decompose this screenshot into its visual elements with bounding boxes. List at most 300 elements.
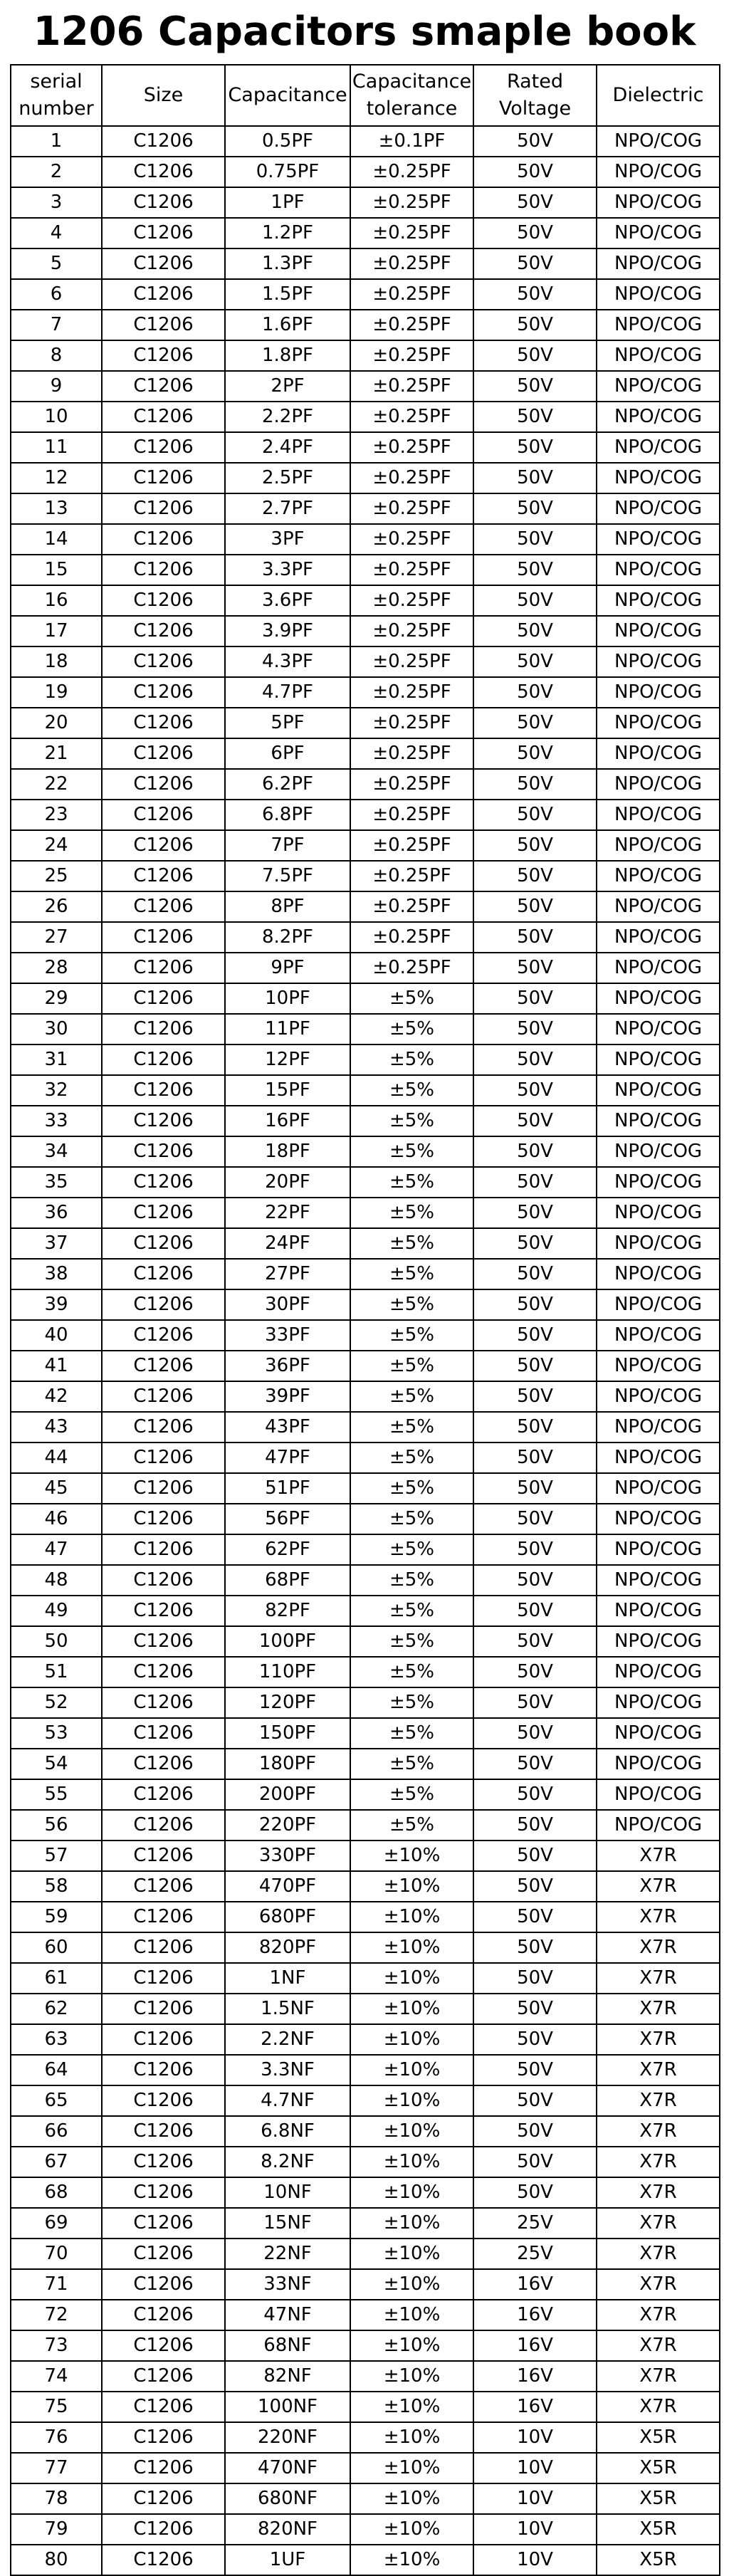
dielectric-cell: X7R	[597, 2330, 720, 2361]
rated-voltage-cell: 50V	[473, 1902, 597, 1932]
tolerance-cell: ±0.25PF	[350, 432, 473, 463]
serial-number-cell: 73	[11, 2330, 102, 2361]
dielectric-cell: NPO/COG	[597, 1228, 720, 1259]
capacitance-cell: 4.7NF	[225, 2085, 350, 2116]
rated-voltage-cell: 50V	[473, 1565, 597, 1596]
capacitance-cell: 10NF	[225, 2177, 350, 2208]
capacitance-cell: 3PF	[225, 524, 350, 555]
rated-voltage-cell: 50V	[473, 1351, 597, 1381]
tolerance-cell: ±0.25PF	[350, 585, 473, 616]
capacitance-cell: 1PF	[225, 187, 350, 218]
dielectric-cell: X7R	[597, 1932, 720, 1963]
tolerance-cell: ±0.25PF	[350, 861, 473, 891]
size-cell: C1206	[102, 2392, 225, 2422]
tolerance-cell: ±5%	[350, 1626, 473, 1657]
dielectric-cell: NPO/COG	[597, 524, 720, 555]
size-cell: C1206	[102, 2147, 225, 2177]
rated-voltage-cell: 10V	[473, 2453, 597, 2483]
table-row	[11, 1106, 720, 1136]
size-cell: C1206	[102, 279, 225, 310]
serial-number-cell: 62	[11, 1994, 102, 2024]
rated-voltage-cell: 50V	[473, 1320, 597, 1351]
tolerance-cell: ±10%	[350, 2361, 473, 2392]
size-cell: C1206	[102, 2453, 225, 2483]
capacitance-cell: 3.3PF	[225, 555, 350, 585]
table-row	[11, 126, 720, 157]
rated-voltage-cell: 50V	[473, 953, 597, 983]
rated-voltage-cell: 50V	[473, 1198, 597, 1228]
capacitance-cell: 18PF	[225, 1136, 350, 1167]
capacitance-cell: 820PF	[225, 1932, 350, 1963]
capacitance-cell: 36PF	[225, 1351, 350, 1381]
serial-number-cell: 1	[11, 126, 102, 157]
tolerance-cell: ±10%	[350, 1963, 473, 1994]
size-cell: C1206	[102, 1871, 225, 1902]
rated-voltage-cell: 50V	[473, 463, 597, 493]
tolerance-cell: ±5%	[350, 1534, 473, 1565]
size-cell: C1206	[102, 2361, 225, 2392]
table-row	[11, 1596, 720, 1626]
table-row	[11, 1902, 720, 1932]
header-dielectric: Dielectric	[597, 65, 720, 126]
size-cell: C1206	[102, 1994, 225, 2024]
table-row	[11, 2024, 720, 2055]
tolerance-cell: ±5%	[350, 1687, 473, 1718]
size-cell: C1206	[102, 1902, 225, 1932]
size-cell: C1206	[102, 524, 225, 555]
dielectric-cell: NPO/COG	[597, 1351, 720, 1381]
dielectric-cell: X7R	[597, 2116, 720, 2147]
size-cell: C1206	[102, 1749, 225, 1779]
size-cell: C1206	[102, 1504, 225, 1534]
tolerance-cell: ±5%	[350, 1136, 473, 1167]
tolerance-cell: ±5%	[350, 1779, 473, 1810]
dielectric-cell: X7R	[597, 2208, 720, 2239]
tolerance-cell: ±10%	[350, 2116, 473, 2147]
table-row	[11, 1443, 720, 1473]
serial-number-cell: 33	[11, 1106, 102, 1136]
serial-number-cell: 46	[11, 1504, 102, 1534]
dielectric-cell: NPO/COG	[597, 769, 720, 800]
tolerance-cell: ±10%	[350, 2330, 473, 2361]
size-cell: C1206	[102, 738, 225, 769]
dielectric-cell: NPO/COG	[597, 1044, 720, 1075]
header-serial-number: serial number	[11, 65, 102, 126]
rated-voltage-cell: 50V	[473, 126, 597, 157]
tolerance-cell: ±10%	[350, 2483, 473, 2514]
tolerance-cell: ±0.25PF	[350, 279, 473, 310]
size-cell: C1206	[102, 371, 225, 402]
size-cell: C1206	[102, 585, 225, 616]
serial-number-cell: 12	[11, 463, 102, 493]
tolerance-cell: ±5%	[350, 1473, 473, 1504]
capacitance-cell: 220PF	[225, 1810, 350, 1841]
capacitance-cell: 47PF	[225, 1443, 350, 1473]
tolerance-cell: ±10%	[350, 2514, 473, 2545]
size-cell: C1206	[102, 2514, 225, 2545]
tolerance-cell: ±0.25PF	[350, 616, 473, 646]
dielectric-cell: X7R	[597, 1994, 720, 2024]
rated-voltage-cell: 50V	[473, 2085, 597, 2116]
tolerance-cell: ±10%	[350, 2422, 473, 2453]
table-row	[11, 1718, 720, 1749]
dielectric-cell: NPO/COG	[597, 126, 720, 157]
serial-number-cell: 30	[11, 1014, 102, 1044]
rated-voltage-cell: 10V	[473, 2483, 597, 2514]
table-row	[11, 2116, 720, 2147]
capacitance-cell: 68PF	[225, 1565, 350, 1596]
dielectric-cell: X7R	[597, 2024, 720, 2055]
serial-number-cell: 27	[11, 922, 102, 953]
dielectric-cell: NPO/COG	[597, 187, 720, 218]
size-cell: C1206	[102, 983, 225, 1014]
capacitance-cell: 1.5NF	[225, 1994, 350, 2024]
size-cell: C1206	[102, 1534, 225, 1565]
dielectric-cell: NPO/COG	[597, 1198, 720, 1228]
dielectric-cell: X7R	[597, 1841, 720, 1871]
tolerance-cell: ±10%	[350, 1932, 473, 1963]
table-row	[11, 769, 720, 800]
serial-number-cell: 75	[11, 2392, 102, 2422]
tolerance-cell: ±0.25PF	[350, 555, 473, 585]
rated-voltage-cell: 25V	[473, 2208, 597, 2239]
size-cell: C1206	[102, 2300, 225, 2330]
size-cell: C1206	[102, 646, 225, 677]
rated-voltage-cell: 50V	[473, 1014, 597, 1044]
size-cell: C1206	[102, 1044, 225, 1075]
capacitance-cell: 120PF	[225, 1687, 350, 1718]
capacitance-cell: 30PF	[225, 1289, 350, 1320]
size-cell: C1206	[102, 1198, 225, 1228]
rated-voltage-cell: 50V	[473, 1657, 597, 1687]
dielectric-cell: NPO/COG	[597, 1320, 720, 1351]
serial-number-cell: 48	[11, 1565, 102, 1596]
serial-number-cell: 35	[11, 1167, 102, 1198]
tolerance-cell: ±5%	[350, 1718, 473, 1749]
table-row	[11, 1534, 720, 1565]
tolerance-cell: ±5%	[350, 1167, 473, 1198]
dielectric-cell: NPO/COG	[597, 279, 720, 310]
dielectric-cell: NPO/COG	[597, 1810, 720, 1841]
dielectric-cell: NPO/COG	[597, 310, 720, 340]
serial-number-cell: 59	[11, 1902, 102, 1932]
capacitance-cell: 7.5PF	[225, 861, 350, 891]
table-row	[11, 2330, 720, 2361]
tolerance-cell: ±10%	[350, 2545, 473, 2575]
table-row	[11, 1136, 720, 1167]
serial-number-cell: 36	[11, 1198, 102, 1228]
dielectric-cell: NPO/COG	[597, 218, 720, 248]
size-cell: C1206	[102, 1779, 225, 1810]
dielectric-cell: NPO/COG	[597, 157, 720, 187]
serial-number-cell: 53	[11, 1718, 102, 1749]
rated-voltage-cell: 50V	[473, 493, 597, 524]
dielectric-cell: NPO/COG	[597, 1565, 720, 1596]
table-row	[11, 371, 720, 402]
capacitance-cell: 1UF	[225, 2545, 350, 2575]
tolerance-cell: ±0.1PF	[350, 126, 473, 157]
size-cell: C1206	[102, 310, 225, 340]
serial-number-cell: 31	[11, 1044, 102, 1075]
capacitance-cell: 180PF	[225, 1749, 350, 1779]
size-cell: C1206	[102, 769, 225, 800]
table-row	[11, 1289, 720, 1320]
table-row	[11, 2300, 720, 2330]
size-cell: C1206	[102, 1167, 225, 1198]
table-row	[11, 738, 720, 769]
tolerance-cell: ±0.25PF	[350, 310, 473, 340]
size-cell: C1206	[102, 2177, 225, 2208]
size-cell: C1206	[102, 1687, 225, 1718]
capacitance-cell: 220NF	[225, 2422, 350, 2453]
tolerance-cell: ±0.25PF	[350, 157, 473, 187]
rated-voltage-cell: 50V	[473, 432, 597, 463]
table-body	[11, 126, 720, 2575]
rated-voltage-cell: 50V	[473, 340, 597, 371]
rated-voltage-cell: 50V	[473, 677, 597, 708]
serial-number-cell: 42	[11, 1381, 102, 1412]
rated-voltage-cell: 50V	[473, 310, 597, 340]
table-row	[11, 1779, 720, 1810]
size-cell: C1206	[102, 248, 225, 279]
capacitance-cell: 6.2PF	[225, 769, 350, 800]
size-cell: C1206	[102, 1075, 225, 1106]
table-row	[11, 1994, 720, 2024]
capacitance-cell: 110PF	[225, 1657, 350, 1687]
dielectric-cell: NPO/COG	[597, 1014, 720, 1044]
rated-voltage-cell: 50V	[473, 830, 597, 861]
capacitance-cell: 33PF	[225, 1320, 350, 1351]
table-row	[11, 2147, 720, 2177]
table-row	[11, 2177, 720, 2208]
tolerance-cell: ±0.25PF	[350, 953, 473, 983]
serial-number-cell: 68	[11, 2177, 102, 2208]
table-row	[11, 1259, 720, 1289]
tolerance-cell: ±10%	[350, 1994, 473, 2024]
table-row	[11, 1657, 720, 1687]
rated-voltage-cell: 50V	[473, 2147, 597, 2177]
table-row	[11, 2085, 720, 2116]
table-row	[11, 463, 720, 493]
size-cell: C1206	[102, 555, 225, 585]
capacitance-cell: 2.2NF	[225, 2024, 350, 2055]
rated-voltage-cell: 50V	[473, 524, 597, 555]
serial-number-cell: 26	[11, 891, 102, 922]
table-row	[11, 2239, 720, 2269]
dielectric-cell: X7R	[597, 2269, 720, 2300]
tolerance-cell: ±0.25PF	[350, 248, 473, 279]
dielectric-cell: X7R	[597, 2147, 720, 2177]
serial-number-cell: 37	[11, 1228, 102, 1259]
capacitance-cell: 56PF	[225, 1504, 350, 1534]
rated-voltage-cell: 50V	[473, 2177, 597, 2208]
tolerance-cell: ±10%	[350, 2055, 473, 2085]
table-row	[11, 187, 720, 218]
rated-voltage-cell: 16V	[473, 2269, 597, 2300]
tolerance-cell: ±5%	[350, 1657, 473, 1687]
capacitance-cell: 7PF	[225, 830, 350, 861]
tolerance-cell: ±10%	[350, 2024, 473, 2055]
tolerance-cell: ±0.25PF	[350, 187, 473, 218]
dielectric-cell: NPO/COG	[597, 1443, 720, 1473]
capacitance-cell: 100PF	[225, 1626, 350, 1657]
serial-number-cell: 76	[11, 2422, 102, 2453]
table-row	[11, 616, 720, 646]
tolerance-cell: ±5%	[350, 1228, 473, 1259]
size-cell: C1206	[102, 187, 225, 218]
serial-number-cell: 51	[11, 1657, 102, 1687]
table-row	[11, 2483, 720, 2514]
dielectric-cell: X7R	[597, 2239, 720, 2269]
rated-voltage-cell: 50V	[473, 1228, 597, 1259]
capacitance-cell: 8PF	[225, 891, 350, 922]
tolerance-cell: ±10%	[350, 1871, 473, 1902]
table-row	[11, 1841, 720, 1871]
rated-voltage-cell: 50V	[473, 708, 597, 738]
rated-voltage-cell: 50V	[473, 1289, 597, 1320]
serial-number-cell: 28	[11, 953, 102, 983]
dielectric-cell: NPO/COG	[597, 555, 720, 585]
dielectric-cell: X7R	[597, 2085, 720, 2116]
serial-number-cell: 61	[11, 1963, 102, 1994]
table-row	[11, 1014, 720, 1044]
table-row	[11, 279, 720, 310]
tolerance-cell: ±0.25PF	[350, 493, 473, 524]
rated-voltage-cell: 10V	[473, 2422, 597, 2453]
rated-voltage-cell: 50V	[473, 1044, 597, 1075]
rated-voltage-cell: 16V	[473, 2330, 597, 2361]
dielectric-cell: NPO/COG	[597, 1075, 720, 1106]
table-row	[11, 1473, 720, 1504]
serial-number-cell: 45	[11, 1473, 102, 1504]
rated-voltage-cell: 50V	[473, 861, 597, 891]
size-cell: C1206	[102, 463, 225, 493]
rated-voltage-cell: 50V	[473, 1749, 597, 1779]
serial-number-cell: 4	[11, 218, 102, 248]
size-cell: C1206	[102, 1014, 225, 1044]
dielectric-cell: X7R	[597, 1963, 720, 1994]
dielectric-cell: NPO/COG	[597, 1596, 720, 1626]
rated-voltage-cell: 50V	[473, 187, 597, 218]
table-row	[11, 1228, 720, 1259]
rated-voltage-cell: 50V	[473, 1473, 597, 1504]
capacitance-cell: 1.8PF	[225, 340, 350, 371]
serial-number-cell: 67	[11, 2147, 102, 2177]
capacitance-cell: 3.3NF	[225, 2055, 350, 2085]
rated-voltage-cell: 50V	[473, 1136, 597, 1167]
tolerance-cell: ±5%	[350, 1381, 473, 1412]
rated-voltage-cell: 50V	[473, 800, 597, 830]
dielectric-cell: NPO/COG	[597, 830, 720, 861]
table-row	[11, 2208, 720, 2239]
size-cell: C1206	[102, 1443, 225, 1473]
tolerance-cell: ±5%	[350, 1289, 473, 1320]
size-cell: C1206	[102, 2024, 225, 2055]
capacitor-table	[10, 64, 720, 2576]
table-row	[11, 830, 720, 861]
size-cell: C1206	[102, 1565, 225, 1596]
capacitance-cell: 150PF	[225, 1718, 350, 1749]
serial-number-cell: 80	[11, 2545, 102, 2575]
dielectric-cell: X7R	[597, 2055, 720, 2085]
tolerance-cell: ±5%	[350, 1198, 473, 1228]
serial-number-cell: 18	[11, 646, 102, 677]
rated-voltage-cell: 50V	[473, 279, 597, 310]
tolerance-cell: ±5%	[350, 1596, 473, 1626]
tolerance-cell: ±10%	[350, 2208, 473, 2239]
capacitance-cell: 2.7PF	[225, 493, 350, 524]
serial-number-cell: 64	[11, 2055, 102, 2085]
rated-voltage-cell: 50V	[473, 1810, 597, 1841]
dielectric-cell: X7R	[597, 2361, 720, 2392]
serial-number-cell: 79	[11, 2514, 102, 2545]
dielectric-cell: X7R	[597, 2300, 720, 2330]
serial-number-cell: 52	[11, 1687, 102, 1718]
tolerance-cell: ±5%	[350, 1014, 473, 1044]
size-cell: C1206	[102, 1963, 225, 1994]
serial-number-cell: 58	[11, 1871, 102, 1902]
table-row	[11, 493, 720, 524]
dielectric-cell: NPO/COG	[597, 922, 720, 953]
table-row	[11, 1412, 720, 1443]
rated-voltage-cell: 50V	[473, 891, 597, 922]
tolerance-cell: ±10%	[350, 2085, 473, 2116]
dielectric-cell: X5R	[597, 2453, 720, 2483]
table-row	[11, 1749, 720, 1779]
rated-voltage-cell: 50V	[473, 1412, 597, 1443]
capacitance-cell: 4.3PF	[225, 646, 350, 677]
dielectric-cell: NPO/COG	[597, 1412, 720, 1443]
capacitance-cell: 10PF	[225, 983, 350, 1014]
serial-number-cell: 54	[11, 1749, 102, 1779]
capacitance-cell: 1NF	[225, 1963, 350, 1994]
dielectric-cell: NPO/COG	[597, 677, 720, 708]
table-row	[11, 1075, 720, 1106]
size-cell: C1206	[102, 2330, 225, 2361]
capacitance-cell: 2.2PF	[225, 402, 350, 432]
capacitance-cell: 0.5PF	[225, 126, 350, 157]
rated-voltage-cell: 50V	[473, 1381, 597, 1412]
size-cell: C1206	[102, 1841, 225, 1871]
table-row	[11, 861, 720, 891]
table-row	[11, 402, 720, 432]
capacitance-cell: 8.2PF	[225, 922, 350, 953]
serial-number-cell: 50	[11, 1626, 102, 1657]
size-cell: C1206	[102, 2269, 225, 2300]
rated-voltage-cell: 50V	[473, 1871, 597, 1902]
capacitance-cell: 82NF	[225, 2361, 350, 2392]
table-row	[11, 922, 720, 953]
dielectric-cell: X7R	[597, 1871, 720, 1902]
capacitance-cell: 6.8NF	[225, 2116, 350, 2147]
tolerance-cell: ±5%	[350, 1106, 473, 1136]
rated-voltage-cell: 50V	[473, 1963, 597, 1994]
serial-number-cell: 10	[11, 402, 102, 432]
table-row	[11, 2422, 720, 2453]
serial-number-cell: 8	[11, 340, 102, 371]
capacitance-cell: 8.2NF	[225, 2147, 350, 2177]
serial-number-cell: 7	[11, 310, 102, 340]
tolerance-cell: ±0.25PF	[350, 340, 473, 371]
capacitance-cell: 6.8PF	[225, 800, 350, 830]
size-cell: C1206	[102, 1351, 225, 1381]
serial-number-cell: 60	[11, 1932, 102, 1963]
table-row	[11, 2545, 720, 2575]
rated-voltage-cell: 50V	[473, 922, 597, 953]
size-cell: C1206	[102, 1106, 225, 1136]
serial-number-cell: 22	[11, 769, 102, 800]
size-cell: C1206	[102, 1228, 225, 1259]
